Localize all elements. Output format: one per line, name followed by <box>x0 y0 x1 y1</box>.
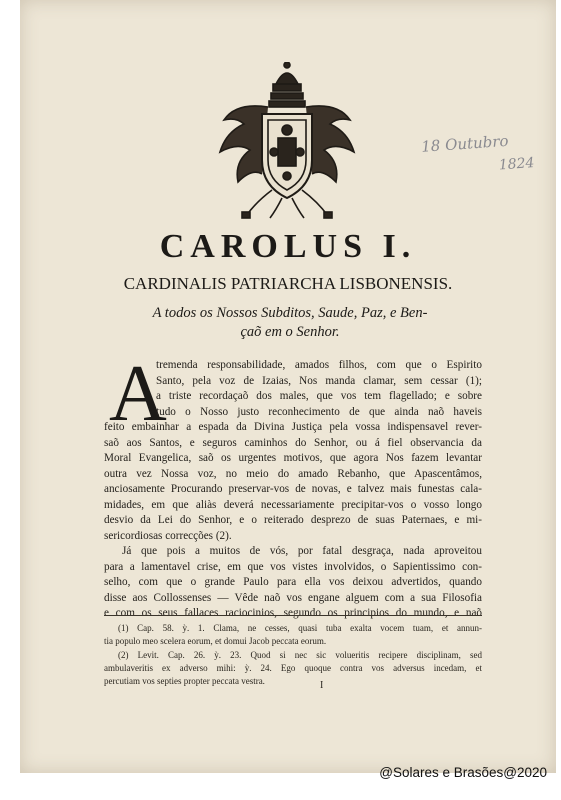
body-line: tudo o Nosso justo reconhecimento de que ainda naõ haveis <box>156 405 482 418</box>
handwritten-date-note <box>418 127 535 183</box>
footnote-line: (1) Cap. 58. ỳ. 1. Clama, ne cesses, quasi tuba exalta vocem tuam, et annun- <box>118 623 482 633</box>
body-line: tremenda responsabilidade, amados filhos, com que o Espirito <box>156 359 482 371</box>
body-line: sericordiosas correcções (2). <box>104 529 232 542</box>
footnotes <box>104 622 482 688</box>
body-line: desvio da Lei do Senhor, e o reiterado desprezo de suas Paternaes, e mi- <box>104 514 482 526</box>
body-line: a triste recordaçaõ dos males, que vos tem flagellado; e sobre <box>156 390 482 402</box>
footnote-line: ambulaveritis ex adverso mihi: ỳ. 24. Ego quoque contra vos adversus incedam, et <box>104 662 482 673</box>
document-subtitle: CARDINALIS PATRIARCHA LISBONENSIS. <box>123 274 453 293</box>
paragraph-1 <box>104 358 482 544</box>
footnote-line: percutiam vos septies propter peccata vestra. <box>104 676 265 687</box>
coat-of-arms-icon <box>216 62 358 220</box>
body-line: saõ aos Santos, e seguros caminhos do Senhor, ou á fiel observancia da <box>104 436 482 449</box>
body-text <box>104 358 482 622</box>
body-line: Santo, pela voz de Izaias, Nos manda clamar, sem cessar (1); <box>156 374 482 387</box>
body-line: feito embainhar a espada da Divina Justiça pela vossa indispensavel rever- <box>104 421 482 433</box>
paragraph-2 <box>104 544 482 622</box>
body-line: Moral Evangelica, saõ os urgentes motivos, que agora Nos fazem levantar <box>104 452 482 464</box>
salutation-line-1: A todos os Nossos Subditos, Saude, Paz, e Ben- <box>152 305 428 321</box>
footnote-line: tia populo meo scelera eorum, et domui Jacob peccata eorum. <box>104 636 327 647</box>
document-title: CAROLUS I. <box>159 228 417 265</box>
drop-cap: A <box>109 350 167 438</box>
footnote-divider <box>104 615 482 616</box>
watermark: @Solares e Brasões@2020 <box>379 765 547 780</box>
body-line: e com os seus fallaces raciocinios, segundo os principios do mundo, e naõ <box>104 607 482 619</box>
note-line-1: 18 Outubro <box>420 131 510 156</box>
body-line: selho, com que o grande Paulo para ella vos deixou advertidos, quando <box>104 576 482 588</box>
page-number: I <box>320 680 324 691</box>
footnote-line: (2) Levit. Cap. 26. ỳ. 23. Quod si nec sic volueritis recipere disciplinam, sed <box>118 649 482 660</box>
salutation <box>140 304 440 342</box>
body-line: disse aos Collossenses — Vêde naõ vos engane alguem com a sua Filosofia <box>104 591 482 604</box>
document-page <box>20 0 556 773</box>
body-line: outra vez Nossa voz, no meio do amado Rebanho, que Apascentâmos, <box>104 467 482 480</box>
note-line-2: 1824 <box>498 155 535 174</box>
salutation-line-2: çaõ em o Senhor. <box>240 324 340 340</box>
body-line: anciosamente Procurando preservar-vos de novas, e talvez mais funestas cala- <box>104 483 482 495</box>
body-line: Já que pois a muitos de vós, por fatal desgraça, nada aproveitou <box>122 545 482 557</box>
body-line: midades, em que aliàs deverá necessariamente precipitar-vos o vosso longo <box>104 498 482 511</box>
body-line: para a lamentavel crise, em que vos vistes involvidos, o Sapientissimo con- <box>104 560 482 573</box>
